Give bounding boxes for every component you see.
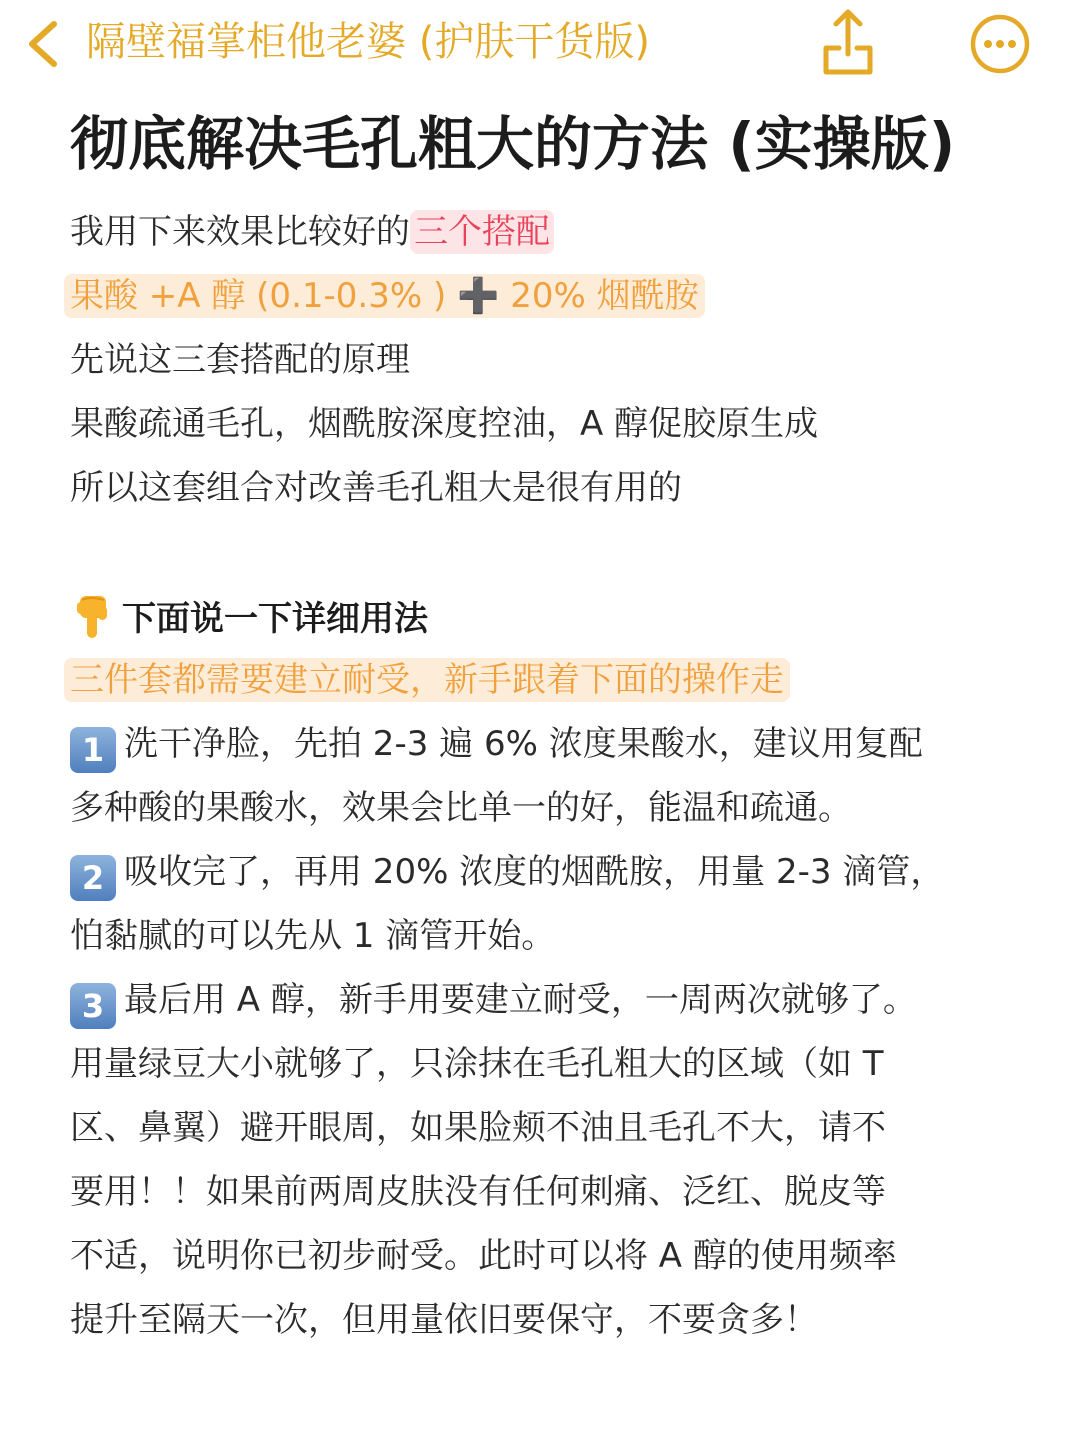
step-3-line-6: 提升至隔天一次，但用量依旧要保守，不要贪多！ (70, 1300, 818, 1340)
tolerance-highlight: 三件套都需要建立耐受，新手跟着下面的操作走 (64, 658, 790, 702)
step-badge-1: 1 (70, 727, 116, 773)
step-badge-3: 3 (70, 983, 116, 1029)
pointing-down-icon (70, 592, 116, 640)
chevron-left-icon[interactable] (22, 18, 66, 70)
step-2-line-2: 怕黏腻的可以先从 1 滴管开始。 (70, 916, 556, 956)
principle-line: 果酸疏通毛孔，烟酰胺深度控油，A 醇促胶原生成 (70, 404, 819, 444)
step-1-line-2: 多种酸的果酸水，效果会比单一的好，能温和疏通。 (70, 788, 852, 828)
more-icon[interactable] (968, 12, 1032, 76)
step-text: 洗干净脸，先拍 2-3 遍 6% 浓度果酸水，建议用复配 (124, 724, 923, 764)
principle-title: 先说这三套搭配的原理 (70, 340, 410, 380)
step-3-line-2: 用量绿豆大小就够了，只涂抹在毛孔粗大的区域（如 T (70, 1044, 884, 1084)
step-3-line-5: 不适，说明你已初步耐受。此时可以将 A 醇的使用频率 (70, 1236, 897, 1276)
conclusion-line: 所以这套组合对改善毛孔粗大是很有用的 (70, 468, 682, 508)
step-3-line-3: 区、鼻翼）避开眼周，如果脸颊不油且毛孔不大，请不 (70, 1108, 886, 1148)
step-badge-2: 2 (70, 855, 116, 901)
combo-text: 果酸 +A 醇 (0.1-0.3% ) (70, 276, 447, 316)
step-text: 吸收完了，再用 20% 浓度的烟酰胺，用量 2-3 滴管， (124, 852, 945, 892)
tolerance-line (70, 656, 790, 704)
combo-rest: 20% 烟酰胺 (510, 276, 699, 316)
note-title: 彻底解决毛孔粗大的方法 (实操版) (70, 110, 956, 178)
combo-line (70, 272, 705, 320)
step-2-line-1 (70, 848, 944, 901)
step-3-line-1 (70, 976, 917, 1029)
intro-text: 我用下来效果比较好的 (70, 212, 410, 252)
step-text: 最后用 A 醇，新手用要建立耐受，一周两次就够了。 (124, 980, 917, 1020)
step-1-line-1 (70, 720, 923, 773)
nav-bar (0, 0, 1080, 90)
step-3-line-4: 要用！！如果前两周皮肤没有任何刺痛、泛红、脱皮等 (70, 1172, 886, 1212)
plus-icon: ➕ (457, 276, 500, 316)
intro-line (70, 208, 554, 256)
section-heading (70, 592, 428, 643)
section-heading-text: 下面说一下详细用法 (122, 599, 428, 639)
intro-highlight: 三个搭配 (410, 210, 554, 254)
notebook-title[interactable]: 隔壁福掌柜他老婆 (护肤干货版) (86, 19, 650, 65)
combo-highlight (64, 274, 705, 318)
share-icon[interactable] (818, 4, 878, 76)
